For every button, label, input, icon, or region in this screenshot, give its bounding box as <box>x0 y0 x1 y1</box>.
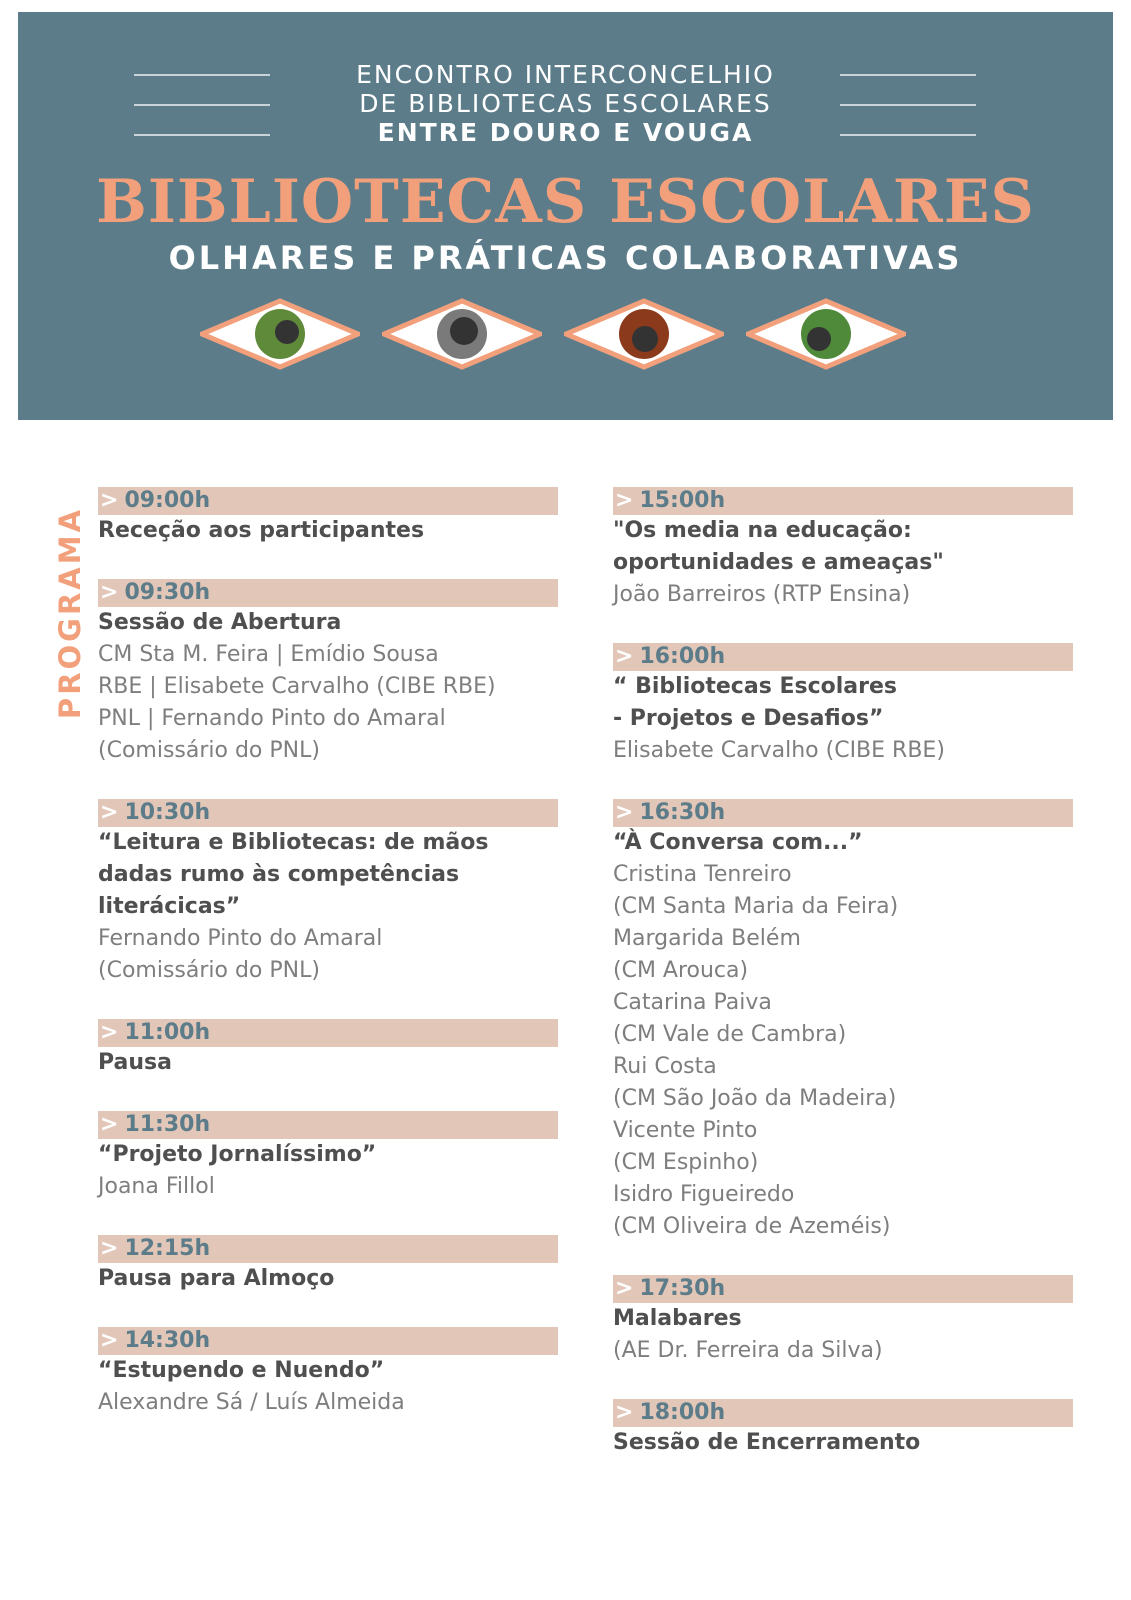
arrow-icon: > <box>100 580 119 605</box>
arrow-icon: > <box>100 1112 119 1137</box>
time-bar <box>613 487 1073 515</box>
event-subtitle-line-3: ENTRE DOURO E VOUGA <box>377 118 754 147</box>
session-detail: Elisabete Carvalho (CIBE RBE) <box>613 738 945 763</box>
program-item <box>613 1275 1073 1367</box>
program-column-left <box>98 487 558 1451</box>
program-item <box>98 1111 558 1203</box>
session-detail: PNL | Fernando Pinto do Amaral <box>98 706 446 731</box>
arrow-icon: > <box>100 1236 119 1261</box>
session-detail: Isidro Figueiredo <box>613 1182 795 1207</box>
time-label: 11:00h <box>124 1020 211 1045</box>
program-item <box>98 579 558 767</box>
session-detail: Cristina Tenreiro <box>613 862 792 887</box>
time-label: 09:30h <box>124 580 211 605</box>
arrow-icon: > <box>615 800 634 825</box>
arrow-icon: > <box>100 1328 119 1353</box>
arrow-icon: > <box>615 1276 634 1301</box>
time-label: 10:30h <box>124 800 211 825</box>
time-bar <box>613 1275 1073 1303</box>
program-column-right <box>613 487 1073 1491</box>
time-label: 11:30h <box>124 1112 211 1137</box>
time-bar <box>98 1327 558 1355</box>
eye-icon <box>564 297 724 371</box>
session-title: dadas rumo às competências <box>98 862 460 887</box>
session-title: “Leitura e Bibliotecas: de mãos <box>98 830 489 855</box>
session-detail: João Barreiros (RTP Ensina) <box>613 582 911 607</box>
time-label: 18:00h <box>639 1400 726 1425</box>
session-detail: Catarina Paiva <box>613 990 772 1015</box>
program-item <box>613 487 1073 611</box>
time-bar <box>98 799 558 827</box>
session-detail: Margarida Belém <box>613 926 801 951</box>
session-title: - Projetos e Desafios” <box>613 706 884 731</box>
event-subtitle-line-1: ENCONTRO INTERCONCELHIO <box>356 60 775 89</box>
time-label: 17:30h <box>639 1276 726 1301</box>
session-title: literácicas” <box>98 894 241 919</box>
session-detail: (Comissário do PNL) <box>98 958 320 983</box>
arrow-icon: > <box>100 488 119 513</box>
program-item <box>98 799 558 987</box>
session-detail: CM Sta M. Feira | Emídio Sousa <box>98 642 439 667</box>
arrow-icon: > <box>615 488 634 513</box>
programa-label: PROGRAMA <box>53 506 87 720</box>
eye-icon <box>382 297 542 371</box>
session-title: Sessão de Encerramento <box>613 1430 921 1455</box>
time-label: 15:00h <box>639 488 726 513</box>
session-detail: RBE | Elisabete Carvalho (CIBE RBE) <box>98 674 496 699</box>
program-item <box>98 1327 558 1419</box>
session-detail: (Comissário do PNL) <box>98 738 320 763</box>
event-title: BIBLIOTECAS ESCOLARES <box>96 167 1035 237</box>
arrow-icon: > <box>100 1020 119 1045</box>
session-title: “ Bibliotecas Escolares <box>613 674 897 699</box>
time-bar <box>98 1019 558 1047</box>
program-item <box>613 1399 1073 1459</box>
session-detail: (CM Arouca) <box>613 958 749 983</box>
program-item <box>98 487 558 547</box>
session-detail: (CM Vale de Cambra) <box>613 1022 847 1047</box>
program-item <box>98 1235 558 1295</box>
session-detail: (CM Oliveira de Azeméis) <box>613 1214 891 1239</box>
session-detail: (CM São João da Madeira) <box>613 1086 897 1111</box>
session-title: Receção aos participantes <box>98 518 425 543</box>
arrow-icon: > <box>615 644 634 669</box>
program-item <box>613 799 1073 1243</box>
session-title: Malabares <box>613 1306 742 1331</box>
session-title: Pausa <box>98 1050 172 1075</box>
session-title: “Projeto Jornalíssimo” <box>98 1142 377 1167</box>
session-detail: Joana Fillol <box>98 1174 215 1199</box>
time-label: 16:30h <box>639 800 726 825</box>
session-title: “À Conversa com...” <box>613 830 863 855</box>
event-tagline: OLHARES E PRÁTICAS COLABORATIVAS <box>168 239 963 277</box>
time-bar <box>98 1235 558 1263</box>
session-detail: (CM Santa Maria da Feira) <box>613 894 899 919</box>
event-subtitle-line-2: DE BIBLIOTECAS ESCOLARES <box>359 89 772 118</box>
session-detail: Vicente Pinto <box>613 1118 758 1143</box>
time-bar <box>613 799 1073 827</box>
eye-icon <box>746 297 906 371</box>
time-bar <box>98 487 558 515</box>
time-label: 14:30h <box>124 1328 211 1353</box>
session-title: “Estupendo e Nuendo” <box>98 1358 385 1383</box>
time-label: 16:00h <box>639 644 726 669</box>
session-title: Pausa para Almoço <box>98 1266 335 1291</box>
time-bar <box>98 579 558 607</box>
session-detail: (AE Dr. Ferreira da Silva) <box>613 1338 883 1363</box>
time-bar <box>613 643 1073 671</box>
time-label: 12:15h <box>124 1236 211 1261</box>
arrow-icon: > <box>615 1400 634 1425</box>
session-detail: Rui Costa <box>613 1054 717 1079</box>
header-banner <box>18 12 1113 420</box>
program-item <box>613 643 1073 767</box>
session-title: Sessão de Abertura <box>98 610 342 635</box>
time-bar <box>613 1399 1073 1427</box>
session-title: oportunidades e ameaças" <box>613 550 944 575</box>
session-detail: Alexandre Sá / Luís Almeida <box>98 1390 405 1415</box>
session-detail: Fernando Pinto do Amaral <box>98 926 383 951</box>
time-label: 09:00h <box>124 488 211 513</box>
eye-icon <box>200 297 360 371</box>
session-title: "Os media na educação: <box>613 518 912 543</box>
session-detail: (CM Espinho) <box>613 1150 759 1175</box>
time-bar <box>98 1111 558 1139</box>
program-item <box>98 1019 558 1079</box>
arrow-icon: > <box>100 800 119 825</box>
